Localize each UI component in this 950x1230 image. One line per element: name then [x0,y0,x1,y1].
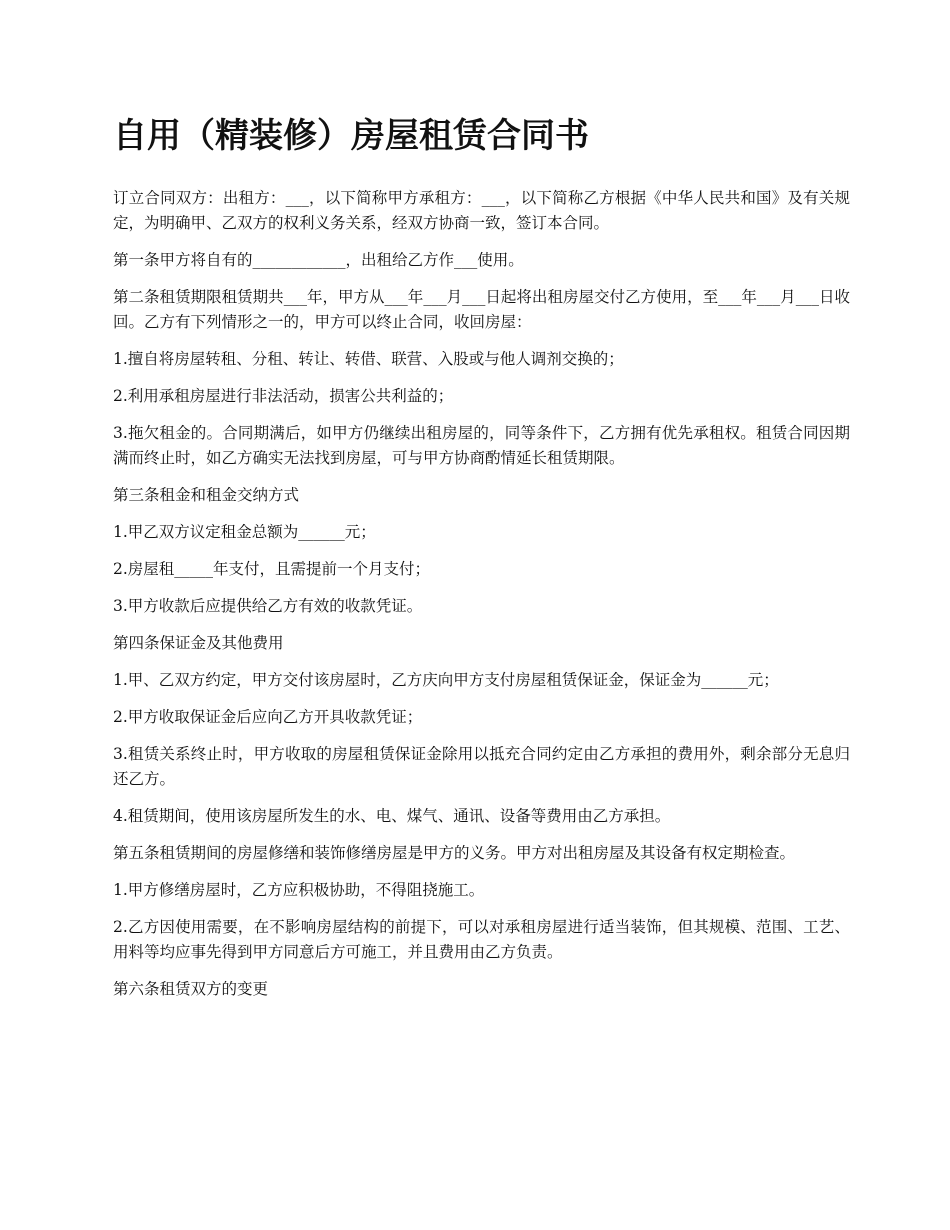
document-page [113,112,850,1014]
paragraph-article-4-item-1: 1.甲、乙双方约定，甲方交付该房屋时，乙方庆向甲方支付房屋租赁保证金，保证金为______元； [113,671,779,689]
paragraph-article-3-item-3: 3.甲方收款后应提供给乙方有效的收款凭证。 [113,597,423,615]
paragraph-article-3: 第三条租金和租金交纳方式 [113,486,300,504]
paragraph-article-4-item-2: 2.甲方收取保证金后应向乙方开具收款凭证； [113,708,423,726]
paragraph-article-5: 第五条租赁期间的房屋修缮和装饰修缮房屋是甲方的义务。甲方对出租房屋及其设备有权定期检查。 [113,844,796,862]
paragraph-article-1: 第一条甲方将自有的____________，出租给乙方作___使用。 [113,251,524,269]
paragraph-article-2-item-2: 2.利用承租房屋进行非法活动，损害公共利益的； [113,387,454,405]
document-title: 自用（精装修）房屋租赁合同书 [113,116,589,156]
paragraph-article-5-item-2: 2.乙方因使用需要，在不影响房屋结构的前提下，可以对承租房屋进行适当装饰，但其规模、范围、工艺、用料等均应事先得到甲方同意后方可施工，并且费用由乙方负责。 [113,918,850,961]
paragraph-article-4: 第四条保证金及其他费用 [113,634,284,652]
paragraph-article-2-item-1: 1.擅自将房屋转租、分租、转让、转借、联营、入股或与他人调剂交换的； [113,350,624,368]
paragraph-article-6: 第六条租赁双方的变更 [113,980,269,998]
paragraph-preamble: 订立合同双方：出租方：___，以下简称甲方承租方：___，以下简称乙方根据《中华人民共和国》及有关规定，为明确甲、乙双方的权利义务关系，经双方协商一致，签订本合同。 [113,189,850,232]
paragraph-article-2-item-3: 3.拖欠租金的。合同期满后，如甲方仍继续出租房屋的，同等条件下，乙方拥有优先承租权。租赁合同因期满而终止时，如乙方确实无法找到房屋，可与甲方协商酌情延长租赁期限。 [113,424,850,467]
paragraph-article-4-item-3: 3.租赁关系终止时，甲方收取的房屋租赁保证金除用以抵充合同约定由乙方承担的费用外，剩余部分无息归还乙方。 [113,745,850,788]
paragraph-article-5-item-1: 1.甲方修缮房屋时，乙方应积极协助，不得阻挠施工。 [113,881,485,899]
paragraph-article-3-item-1: 1.甲乙双方议定租金总额为______元； [113,523,376,541]
paragraph-article-2: 第二条租赁期限租赁期共___年，甲方从___年___月___日起将出租房屋交付乙方使用，至___年___月___日收回。乙方有下列情形之一的，甲方可以终止合同，收回房屋： [113,288,850,331]
paragraph-article-4-item-4: 4.租赁期间，使用该房屋所发生的水、电、煤气、通讯、设备等费用由乙方承担。 [113,807,671,825]
paragraph-article-3-item-2: 2.房屋租_____年支付，且需提前一个月支付； [113,560,431,578]
